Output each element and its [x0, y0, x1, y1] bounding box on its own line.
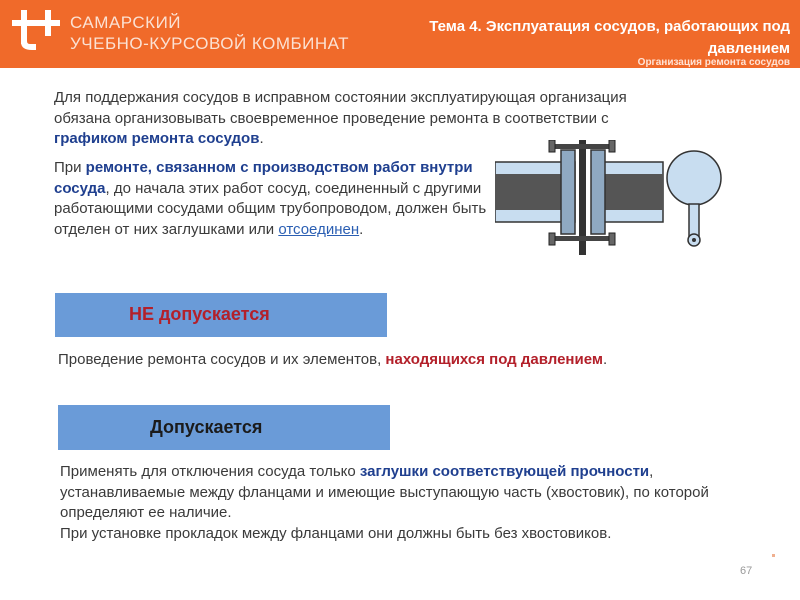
paragraph-internal-work: При ремонте, связанном с производством работ внутри сосуда, до начала этих работ сосуд, соединенный с другими работающими сосудами общим трубопроводом, должен быть отделен от них заглушками или отсоединен.	[54, 159, 487, 238]
banner-not-allowed-label: НЕ допускается	[129, 304, 270, 324]
flange-left	[561, 150, 575, 234]
highlight-internal-work: ремонте, связанном с производством работ внутри сосуда	[54, 159, 473, 197]
blind-flange-diagram	[495, 140, 730, 260]
page-number: 67	[740, 565, 753, 577]
paragraph-not-allowed: Проведение ремонта сосудов и их элементов, находящихся под давлением.	[58, 351, 608, 368]
logo-icon	[12, 8, 62, 54]
logo-wordmark	[70, 12, 349, 54]
logo-line1: САМАРСКИЙ	[70, 13, 182, 32]
banner-allowed	[58, 405, 390, 450]
gasket-note: При установке прокладок между фланцами они должны быть без хвостовиков.	[60, 524, 612, 542]
header-bar	[0, 0, 800, 68]
link-disconnected[interactable]: отсоединен	[278, 220, 360, 238]
highlight-blind-strength: заглушки соответствующей прочности	[359, 463, 650, 480]
slide-topic: Тема 4. Эксплуатация сосудов, работающих под давлением	[429, 18, 790, 57]
paragraph-repair-schedule: Для поддержания сосудов в исправном состоянии эксплуатирующая организация обязана организовывать своевременное проведение ремонта в соответствии с графиком ремонта сосудов.	[54, 89, 627, 147]
blind-disc-icon	[667, 151, 721, 205]
bolt-bottom	[551, 236, 613, 241]
slide-subtopic: Организация ремонта сосудов	[637, 57, 790, 68]
decor-dot	[772, 554, 775, 557]
flange-right	[591, 150, 605, 234]
banner-allowed-label: Допускается	[150, 417, 263, 437]
paragraph-allowed: Применять для отключения сосуда только заглушки соответствующей прочности, устанавливаемые между фланцами и имеющие выступающую часть (хвостовик), по которой определяют ее наличие. При установке прокладок между фланцами они должны быть без хвостовиков.	[60, 463, 709, 542]
highlight-under-pressure: находящихся под давлением	[385, 351, 603, 368]
bolt-top	[551, 144, 613, 149]
logo-line2: УЧЕБНО-КУРСОВОЙ КОМБИНАТ	[70, 34, 350, 53]
banner-not-allowed	[55, 293, 387, 337]
highlight-repair-schedule: графиком ремонта сосудов	[54, 130, 260, 147]
blind-tail-icon	[689, 204, 699, 236]
